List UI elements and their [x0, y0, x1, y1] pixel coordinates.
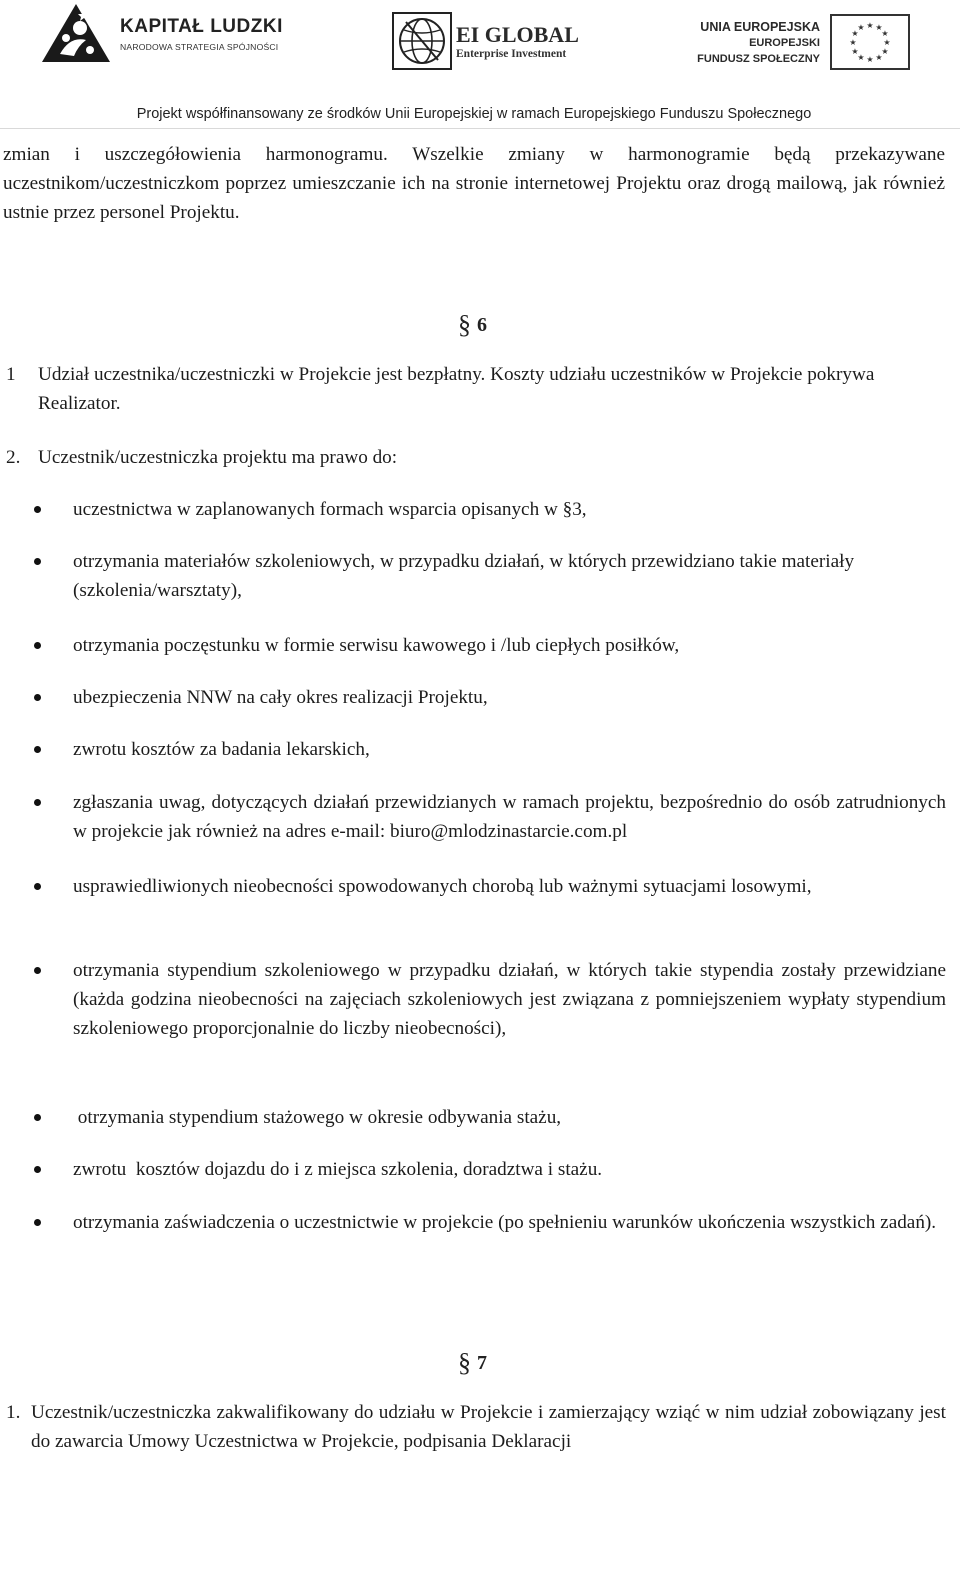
list-item-text: otrzymania materiałów szkoleniowych, w przypadku działań, w których przewidziano takie materiały (szkolenia/warsztaty), [73, 551, 855, 601]
header-divider [0, 128, 960, 129]
section-7-item-1 [6, 1398, 946, 1458]
item-text: Udział uczestnika/uczestniczki w Projekcie jest bezpłatny. Koszty udziału uczestników w Projekcie pokrywa Realizator. [38, 364, 875, 414]
bullet-icon [34, 1219, 41, 1226]
bullet-icon [34, 1166, 41, 1173]
ei-global-subtitle: Enterprise Investment [456, 48, 567, 60]
bullet-icon [34, 883, 41, 890]
svg-text:★: ★ [866, 21, 874, 30]
item-text: Uczestnik/uczestniczka zakwalifikowany do udziału w Projekcie i zamierzający wziąć w nim udział zobowiązany jest do zawarcia Umowy Uczestnictwa w Projekcie, podpisania Deklaracji [31, 1402, 946, 1452]
svg-text:★: ★ [857, 23, 865, 32]
eu-logo-text [697, 19, 820, 67]
section-6-item-2 [6, 443, 926, 473]
item-number: 2. [6, 447, 21, 468]
list-item-text: zwrotu kosztów dojazdu do i z miejsca szkolenia, doradztwa i stażu. [73, 1159, 603, 1180]
list-item-text: uczestnictwa w zaplanowanych formach wsparcia opisanych w §3, [73, 499, 587, 520]
section-7-symbol: § [458, 1348, 471, 1377]
item-number: 1 [6, 364, 16, 385]
bullet-icon [34, 642, 41, 649]
list-item-text: otrzymania zaświadczenia o uczestnictwie w projekcie (po spełnieniu warunków ukończenia wszystkich zadań). [73, 1212, 937, 1233]
bullet-icon [34, 1114, 41, 1121]
list-item-text: otrzymania stypendium stażowego w okresie odbywania stażu, [73, 1107, 562, 1128]
kapital-ludzki-emblem-icon [40, 2, 112, 66]
eu-line1: UNIA EUROPEJSKA [700, 20, 820, 34]
list-item-text: usprawiedliwionych nieobecności spowodowanych chorobą lub ważnymi sytuacjami losowymi, [73, 876, 812, 897]
kapital-ludzki-name: KAPITAŁ LUDZKI [120, 16, 283, 37]
bullet-icon [34, 558, 41, 565]
bullet-icon [34, 967, 41, 974]
globe-icon [392, 12, 452, 70]
bullet-icon [34, 799, 41, 806]
section-6-number: 6 [477, 314, 487, 336]
list-item-text: otrzymania poczęstunku w formie serwisu kawowego i /lub ciepłych posiłków, [73, 635, 680, 656]
section-6-symbol: § [458, 310, 471, 339]
svg-text:★: ★ [851, 29, 859, 38]
item-text: Uczestnik/uczestniczka projektu ma prawo do: [38, 447, 398, 468]
list-item-text: zwrotu kosztów za badania lekarskich, [73, 739, 370, 760]
list-item-text: zgłaszania uwag, dotyczących działań przewidzianych w ramach projektu, bezpośrednio do osób zatrudnionych w projekcie jak również na adres e-mail: biuro@mlodzinastarcie.com.pl [73, 792, 946, 842]
eu-line3: FUNDUSZ SPOŁECZNY [697, 53, 820, 65]
eu-logo [690, 14, 920, 70]
svg-text:★: ★ [849, 38, 857, 47]
section-7-number: 7 [477, 1352, 487, 1374]
kapital-ludzki-subtitle: NARODOWA STRATEGIA SPÓJNOŚCI [120, 42, 279, 52]
svg-text:★: ★ [883, 38, 891, 47]
svg-text:★: ★ [851, 47, 859, 56]
intro-paragraph: zmian i uszczegółowienia harmonogramu. Wszelkie zmiany w harmonogramie będą przekazywane uczestnikom/uczestniczkom poprzez umieszczanie ich na stronie internetowej Projektu oraz drogą mailową, jak również ustnie przez personel Projektu. [3, 144, 945, 223]
svg-text:★: ★ [866, 55, 874, 64]
ei-global-logo [392, 12, 579, 70]
svg-text:★: ★ [875, 23, 883, 32]
svg-text:★: ★ [881, 47, 889, 56]
eu-flag-icon [830, 14, 910, 70]
svg-text:★: ★ [857, 53, 865, 62]
ei-global-name: EI GLOBAL [456, 22, 579, 47]
list-item-text: otrzymania stypendium szkoleniowego w przypadku działań, w których takie stypendia zostały przewidziane (każda godzina nieobecności na zajęciach szkoleniowych jest związana z pomniejszeniem wypłaty stypendium szkoleniowego proporcjonalnie do liczby nieobecności), [73, 960, 946, 1039]
bullet-icon [34, 694, 41, 701]
svg-text:★: ★ [881, 29, 889, 38]
list-item-text: ubezpieczenia NNW na cały okres realizacji Projektu, [73, 687, 488, 708]
bullet-icon [34, 506, 41, 513]
header-logos [0, 0, 960, 122]
cofinancing-note: Projekt współfinansowany ze środków Unii Europejskiej w ramach Europejskiego Funduszu Społecznego [136, 106, 812, 122]
section-6-heading [458, 310, 487, 340]
section-6-item-1 [6, 360, 926, 420]
eu-line2: EUROPEJSKI [749, 37, 820, 49]
svg-text:★: ★ [875, 53, 883, 62]
kapital-ludzki-logo [40, 2, 283, 66]
section-7-heading [458, 1348, 487, 1378]
item-number: 1. [6, 1402, 21, 1423]
bullet-icon [34, 746, 41, 753]
